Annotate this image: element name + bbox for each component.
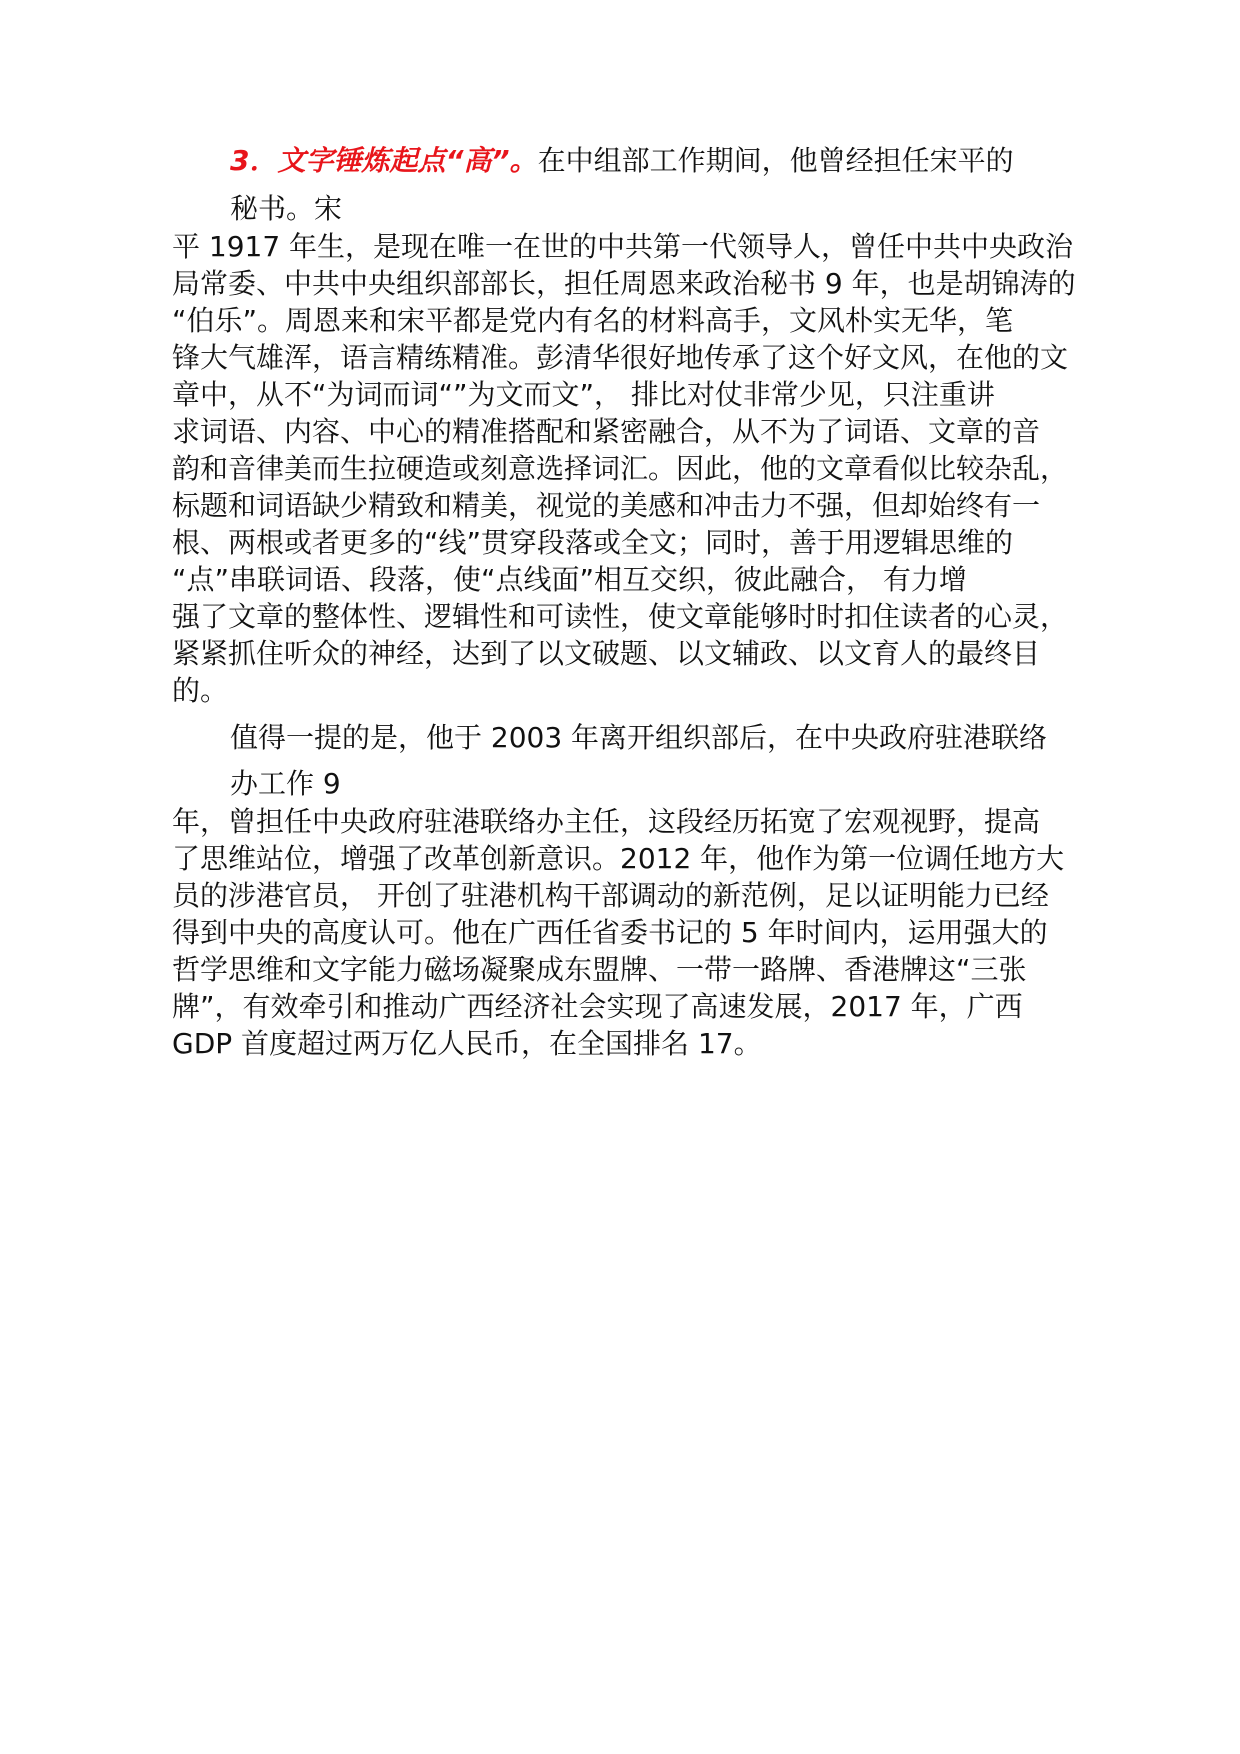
- paragraph-line: 章中，从不“为词而词“”为文而文”， 排比对仗非常少见，只注重讲: [172, 378, 995, 411]
- paragraph-line: 办工作 9: [230, 767, 341, 800]
- paragraph-line: 平 1917 年生，是现在唯一在世的中共第一代领导人，曾任中共中央政治: [172, 230, 1074, 263]
- paragraph-text: 在中组部工作期间，他曾经担任宋平的: [537, 144, 1014, 177]
- paragraph-line: 局常委、中共中央组织部部长，担任周恩来政治秘书 9 年，也是胡锦涛的: [172, 267, 1076, 300]
- paragraph-line: GDP 首度超过两万亿人民币，在全国排名 17。: [172, 1027, 762, 1060]
- paragraph-line: 秘书。宋: [230, 192, 343, 225]
- section-heading: 3．文字锤炼起点“高”。: [230, 144, 538, 177]
- paragraph-line: 了思维站位，增强了改革创新意识。2012 年，他作为第一位调任地方大: [172, 842, 1065, 875]
- paragraph-line: “点”串联词语、段落，使“点线面”相互交织，彼此融合， 有力增: [172, 563, 967, 596]
- paragraph-line: 牌”，有效牵引和推动广西经济社会实现了高速发展，2017 年，广西: [172, 990, 1023, 1023]
- paragraph-line: 值得一提的是，他于 2003 年离开组织部后，在中央政府驻港联络: [230, 721, 1048, 754]
- paragraph-line: 年，曾担任中央政府驻港联络办主任，这段经历拓宽了宏观视野，提高: [172, 805, 1041, 838]
- paragraph-1-first-line: [230, 141, 1014, 181]
- paragraph-line: 求词语、内容、中心的精准搭配和紧密融合，从不为了词语、文章的音: [172, 415, 1041, 448]
- paragraph-line: 得到中央的高度认可。他在广西任省委书记的 5 年时间内，运用强大的: [172, 916, 1048, 949]
- paragraph-line: 员的涉港官员， 开创了驻港机构干部调动的新范例，足以证明能力已经: [172, 879, 1049, 912]
- paragraph-line: 根、两根或者更多的“线”贯穿段落或全文；同时，善于用逻辑思维的: [172, 526, 1014, 559]
- paragraph-line: 哲学思维和文字能力磁场凝聚成东盟牌、一带一路牌、香港牌这“三张: [172, 953, 1027, 986]
- paragraph-line: 韵和音律美而生拉硬造或刻意选择词汇。因此，他的文章看似比较杂乱，: [172, 452, 1069, 485]
- paragraph-line: 紧紧抓住听众的神经，达到了以文破题、以文辅政、以文育人的最终目: [172, 637, 1041, 670]
- paragraph-line: 的。: [172, 674, 229, 707]
- paragraph-line: 强了文章的整体性、逻辑性和可读性，使文章能够时时扣住读者的心灵，: [172, 600, 1069, 633]
- paragraph-line: 锋大气雄浑，语言精练精准。彭清华很好地传承了这个好文风，在他的文: [172, 341, 1069, 374]
- paragraph-line: 标题和词语缺少精致和精美，视觉的美感和冲击力不强，但却始终有一: [172, 489, 1041, 522]
- paragraph-line: “伯乐”。周恩来和宋平都是党内有名的材料高手，文风朴实无华，笔: [172, 304, 1014, 337]
